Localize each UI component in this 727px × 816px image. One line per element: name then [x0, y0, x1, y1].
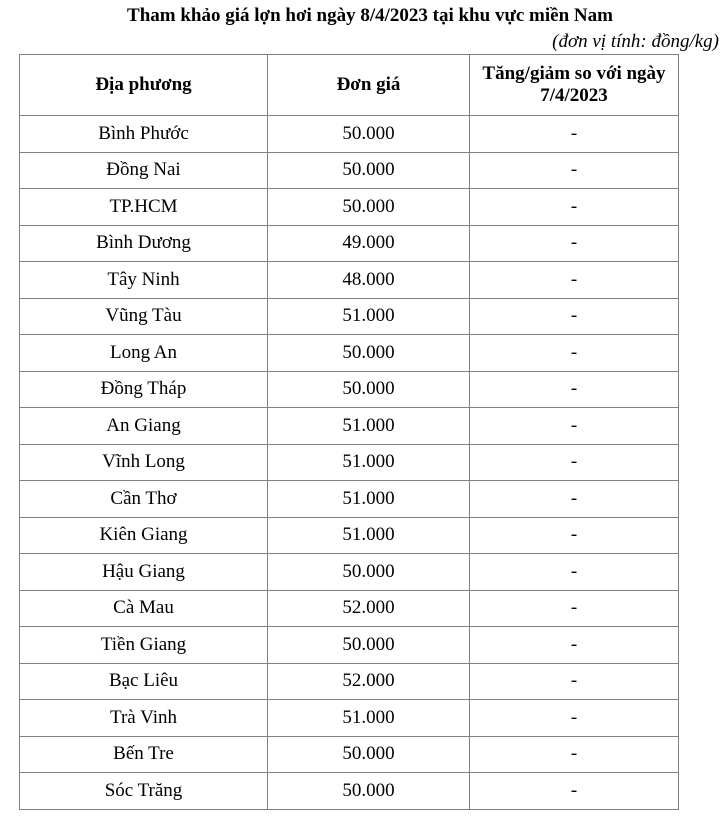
table-row [20, 335, 679, 372]
table-row [20, 481, 679, 518]
change-cell: - [470, 590, 679, 627]
table-row [20, 116, 679, 153]
location-cell: Bình Dương [20, 225, 268, 262]
price-cell: 50.000 [268, 152, 470, 189]
page-title: Tham khảo giá lợn hơi ngày 8/4/2023 tại khu vực miền Nam [127, 5, 613, 26]
location-cell: Vũng Tàu [20, 298, 268, 335]
header-label: Đơn giá [336, 74, 401, 95]
price-cell: 51.000 [268, 517, 470, 554]
table-row [20, 298, 679, 335]
table-row [20, 189, 679, 226]
header-row [20, 55, 679, 116]
table-row [20, 152, 679, 189]
change-cell: - [470, 371, 679, 408]
header-label: Tăng/giảm so với ngày 7/4/2023 [482, 63, 666, 106]
change-cell: - [470, 554, 679, 591]
price-cell: 51.000 [268, 481, 470, 518]
change-cell: - [470, 736, 679, 773]
price-cell: 50.000 [268, 335, 470, 372]
price-cell: 50.000 [268, 189, 470, 226]
header-label: Địa phương [95, 74, 192, 95]
table-row [20, 371, 679, 408]
table-row [20, 444, 679, 481]
change-cell: - [470, 517, 679, 554]
location-cell: Cà Mau [20, 590, 268, 627]
location-cell: Bến Tre [20, 736, 268, 773]
location-cell: Tiền Giang [20, 627, 268, 664]
price-cell: 51.000 [268, 700, 470, 737]
location-cell: Hậu Giang [20, 554, 268, 591]
location-cell: Đồng Nai [20, 152, 268, 189]
location-cell: Tây Ninh [20, 262, 268, 299]
location-cell: An Giang [20, 408, 268, 445]
location-cell: Vĩnh Long [20, 444, 268, 481]
price-cell: 52.000 [268, 590, 470, 627]
table-row [20, 736, 679, 773]
location-cell: TP.HCM [20, 189, 268, 226]
table-row [20, 663, 679, 700]
table-row [20, 773, 679, 810]
change-cell: - [470, 116, 679, 153]
location-cell: Trà Vinh [20, 700, 268, 737]
price-cell: 50.000 [268, 736, 470, 773]
location-cell: Đồng Tháp [20, 371, 268, 408]
change-cell: - [470, 408, 679, 445]
price-cell: 50.000 [268, 773, 470, 810]
location-cell: Kiên Giang [20, 517, 268, 554]
table-row [20, 517, 679, 554]
price-cell: 50.000 [268, 116, 470, 153]
price-cell: 51.000 [268, 444, 470, 481]
table-row [20, 408, 679, 445]
change-cell: - [470, 152, 679, 189]
change-cell: - [470, 663, 679, 700]
change-cell: - [470, 189, 679, 226]
change-cell: - [470, 773, 679, 810]
unit-note: (đơn vị tính: đồng/kg) [552, 31, 719, 52]
price-cell: 51.000 [268, 298, 470, 335]
price-cell: 50.000 [268, 371, 470, 408]
table-row [20, 700, 679, 737]
change-cell: - [470, 627, 679, 664]
table-header [20, 55, 679, 116]
price-cell: 50.000 [268, 554, 470, 591]
table-row [20, 554, 679, 591]
table-row [20, 627, 679, 664]
change-cell: - [470, 481, 679, 518]
location-cell: Bạc Liêu [20, 663, 268, 700]
location-cell: Cần Thơ [20, 481, 268, 518]
change-cell: - [470, 225, 679, 262]
header-cell-change [470, 55, 679, 116]
price-cell: 51.000 [268, 408, 470, 445]
header-cell-price [268, 55, 470, 116]
table-body [20, 116, 679, 810]
change-cell: - [470, 298, 679, 335]
change-cell: - [470, 335, 679, 372]
change-cell: - [470, 262, 679, 299]
price-cell: 50.000 [268, 627, 470, 664]
price-cell: 48.000 [268, 262, 470, 299]
header-cell-location [20, 55, 268, 116]
price-cell: 49.000 [268, 225, 470, 262]
location-cell: Bình Phước [20, 116, 268, 153]
table-row [20, 225, 679, 262]
price-cell: 52.000 [268, 663, 470, 700]
location-cell: Long An [20, 335, 268, 372]
change-cell: - [470, 700, 679, 737]
table-row [20, 262, 679, 299]
price-table [19, 54, 679, 810]
change-cell: - [470, 444, 679, 481]
table-row [20, 590, 679, 627]
location-cell: Sóc Trăng [20, 773, 268, 810]
